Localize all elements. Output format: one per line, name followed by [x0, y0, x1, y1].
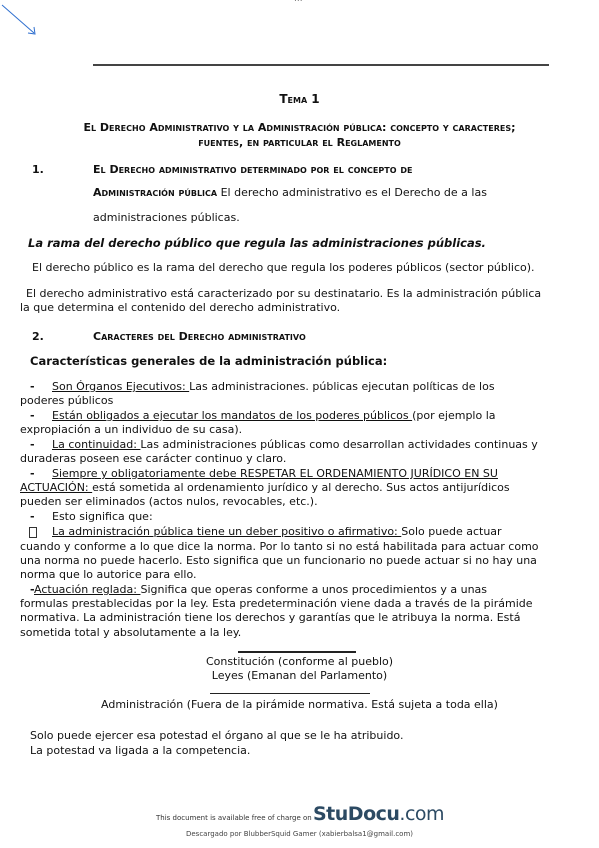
main-title-line1: El Derecho Administrativo y la Administración pública: concepto y caracteres;	[83, 121, 516, 134]
item6-line2: cuando y conforme a lo que dice la norma. Por lo tanto si no está habilitada para actuar como	[20, 540, 539, 553]
item4-line3: pueden ser eliminados (actos nulos, revocables, etc.).	[20, 495, 318, 508]
item7-line1	[34, 583, 549, 598]
item2-rest: (por ejemplo la	[412, 409, 496, 422]
bullet-2: -	[30, 409, 35, 422]
section1-heading-line1: El Derecho administrativo determinado por el concepto de	[93, 163, 413, 176]
item1-line1	[52, 380, 549, 395]
section1-line3: administraciones públicas.	[93, 211, 240, 224]
item1-rest: Las administraciones. públicas ejecutan políticas de los	[189, 380, 495, 393]
pyramid-constitucion: Constitución (conforme al pueblo)	[205, 655, 394, 668]
pyramid-top-rule	[238, 651, 356, 653]
item7-line4: sometida total y absolutamente a la ley.	[20, 626, 242, 639]
section2-number: 2.	[32, 330, 44, 343]
item6-line3: una norma no puede hacerlo. Esto significa que un funcionario no puede actuar si no hay una	[20, 554, 537, 567]
para2-line1: El derecho administrativo está caracterizado por su destinatario. Es la administración pública	[26, 287, 542, 300]
item7-underlined: Actuación reglada:	[34, 583, 141, 596]
studocu-logo-stu: Stu	[313, 803, 348, 825]
pyramid-leyes: Leyes (Emanan del Parlamento)	[211, 669, 388, 682]
section1-heading-bold: Administración pública	[93, 186, 218, 199]
bullet-7: -	[30, 583, 35, 596]
corner-arrow-icon	[0, 0, 40, 40]
item7-line2: formulas prestablecidas por la ley. Esta predeterminación viene dada a través de la pirámide	[20, 597, 533, 610]
top-mark	[294, 0, 303, 4]
section1-heading-line2	[93, 186, 487, 201]
pyramid-bottom-rule	[210, 693, 370, 694]
rama-heading: La rama del derecho público que regula las administraciones públicas.	[28, 236, 486, 250]
closing-line2: La potestad va ligada a la competencia.	[30, 744, 251, 757]
top-rule	[93, 64, 549, 66]
bullet-5: -	[30, 510, 35, 523]
bullet-4: -	[30, 467, 35, 480]
item5-line1: Esto significa que:	[52, 510, 153, 523]
item1-line2: poderes públicos	[20, 394, 114, 407]
section1-heading-rest: El derecho administrativo es el Derecho de a las	[217, 186, 487, 199]
checkbox-glyph-icon	[29, 527, 37, 538]
bullet-1: -	[30, 380, 35, 393]
item7-line3: normativa. La administración tiene los derechos y garantías que le atribuya la norma. Está	[20, 611, 521, 624]
item3-line2: duraderas poseen ese carácter continuo y claro.	[20, 452, 287, 465]
item6-rest: Solo puede actuar	[401, 525, 502, 538]
studocu-logo[interactable]	[313, 803, 444, 825]
item3-underlined: La continuidad:	[52, 438, 141, 451]
caracteristicas-heading: Características generales de la administración pública:	[30, 354, 388, 368]
closing-line1: Solo puede ejercer esa potestad el órgano al que se le ha atribuido.	[30, 729, 404, 742]
studocu-logo-com: .com	[399, 803, 445, 825]
footer-available-text: This document is available free of charge on	[156, 814, 312, 822]
item4-line2-rest: está sometida al ordenamiento jurídico y al derecho. Sus actos antijurídicos	[92, 481, 510, 494]
item6-line4: norma que lo autorice para ello.	[20, 568, 197, 581]
main-title-line2: fuentes, en particular el Reglamento	[198, 136, 401, 149]
item2-line2: expropiación a un individuo de su casa).	[20, 423, 243, 436]
item6-line1	[52, 525, 549, 540]
para2-line2: la que determina el contenido del derecho administrativo.	[20, 301, 341, 314]
item3-rest: Las administraciones públicas como desarrollan actividades continuas y	[140, 438, 538, 451]
item4-line2	[20, 481, 549, 496]
item4-line2-underlined: ACTUACIÓN:	[20, 481, 93, 494]
para1: El derecho público es la rama del derecho que regula los poderes públicos (sector público).	[32, 261, 535, 274]
item7-rest: Significa que operas conforme a unos procedimientos y a unas	[140, 583, 488, 596]
footer-downloaded-text: Descargado por BlubberSquid Gamer (xabierbalsa1@gmail.com)	[185, 830, 414, 838]
item4-line1	[52, 467, 549, 482]
tema-title: Tema 1	[279, 92, 320, 106]
item2-line1	[52, 409, 549, 424]
section2-heading: Caracteres del Derecho administrativo	[93, 330, 306, 343]
item1-underlined: Son Órganos Ejecutivos:	[52, 380, 190, 393]
item2-underlined: Están obligados a ejecutar los mandatos de los poderes públicos	[52, 409, 413, 422]
item3-line1	[52, 438, 549, 453]
pyramid-administracion: Administración (Fuera de la pirámide normativa. Está sujeta a toda ella)	[101, 698, 498, 711]
bullet-3: -	[30, 438, 35, 451]
section1-number: 1.	[32, 163, 44, 176]
item6-underlined: La administración pública tiene un deber positivo o afirmativo:	[52, 525, 402, 538]
studocu-logo-docu: Docu	[347, 803, 400, 825]
item4-underlined: Siempre y obligatoriamente debe RESPETAR EL ORDENAMIENTO JURÍDICO EN SU	[52, 467, 498, 480]
